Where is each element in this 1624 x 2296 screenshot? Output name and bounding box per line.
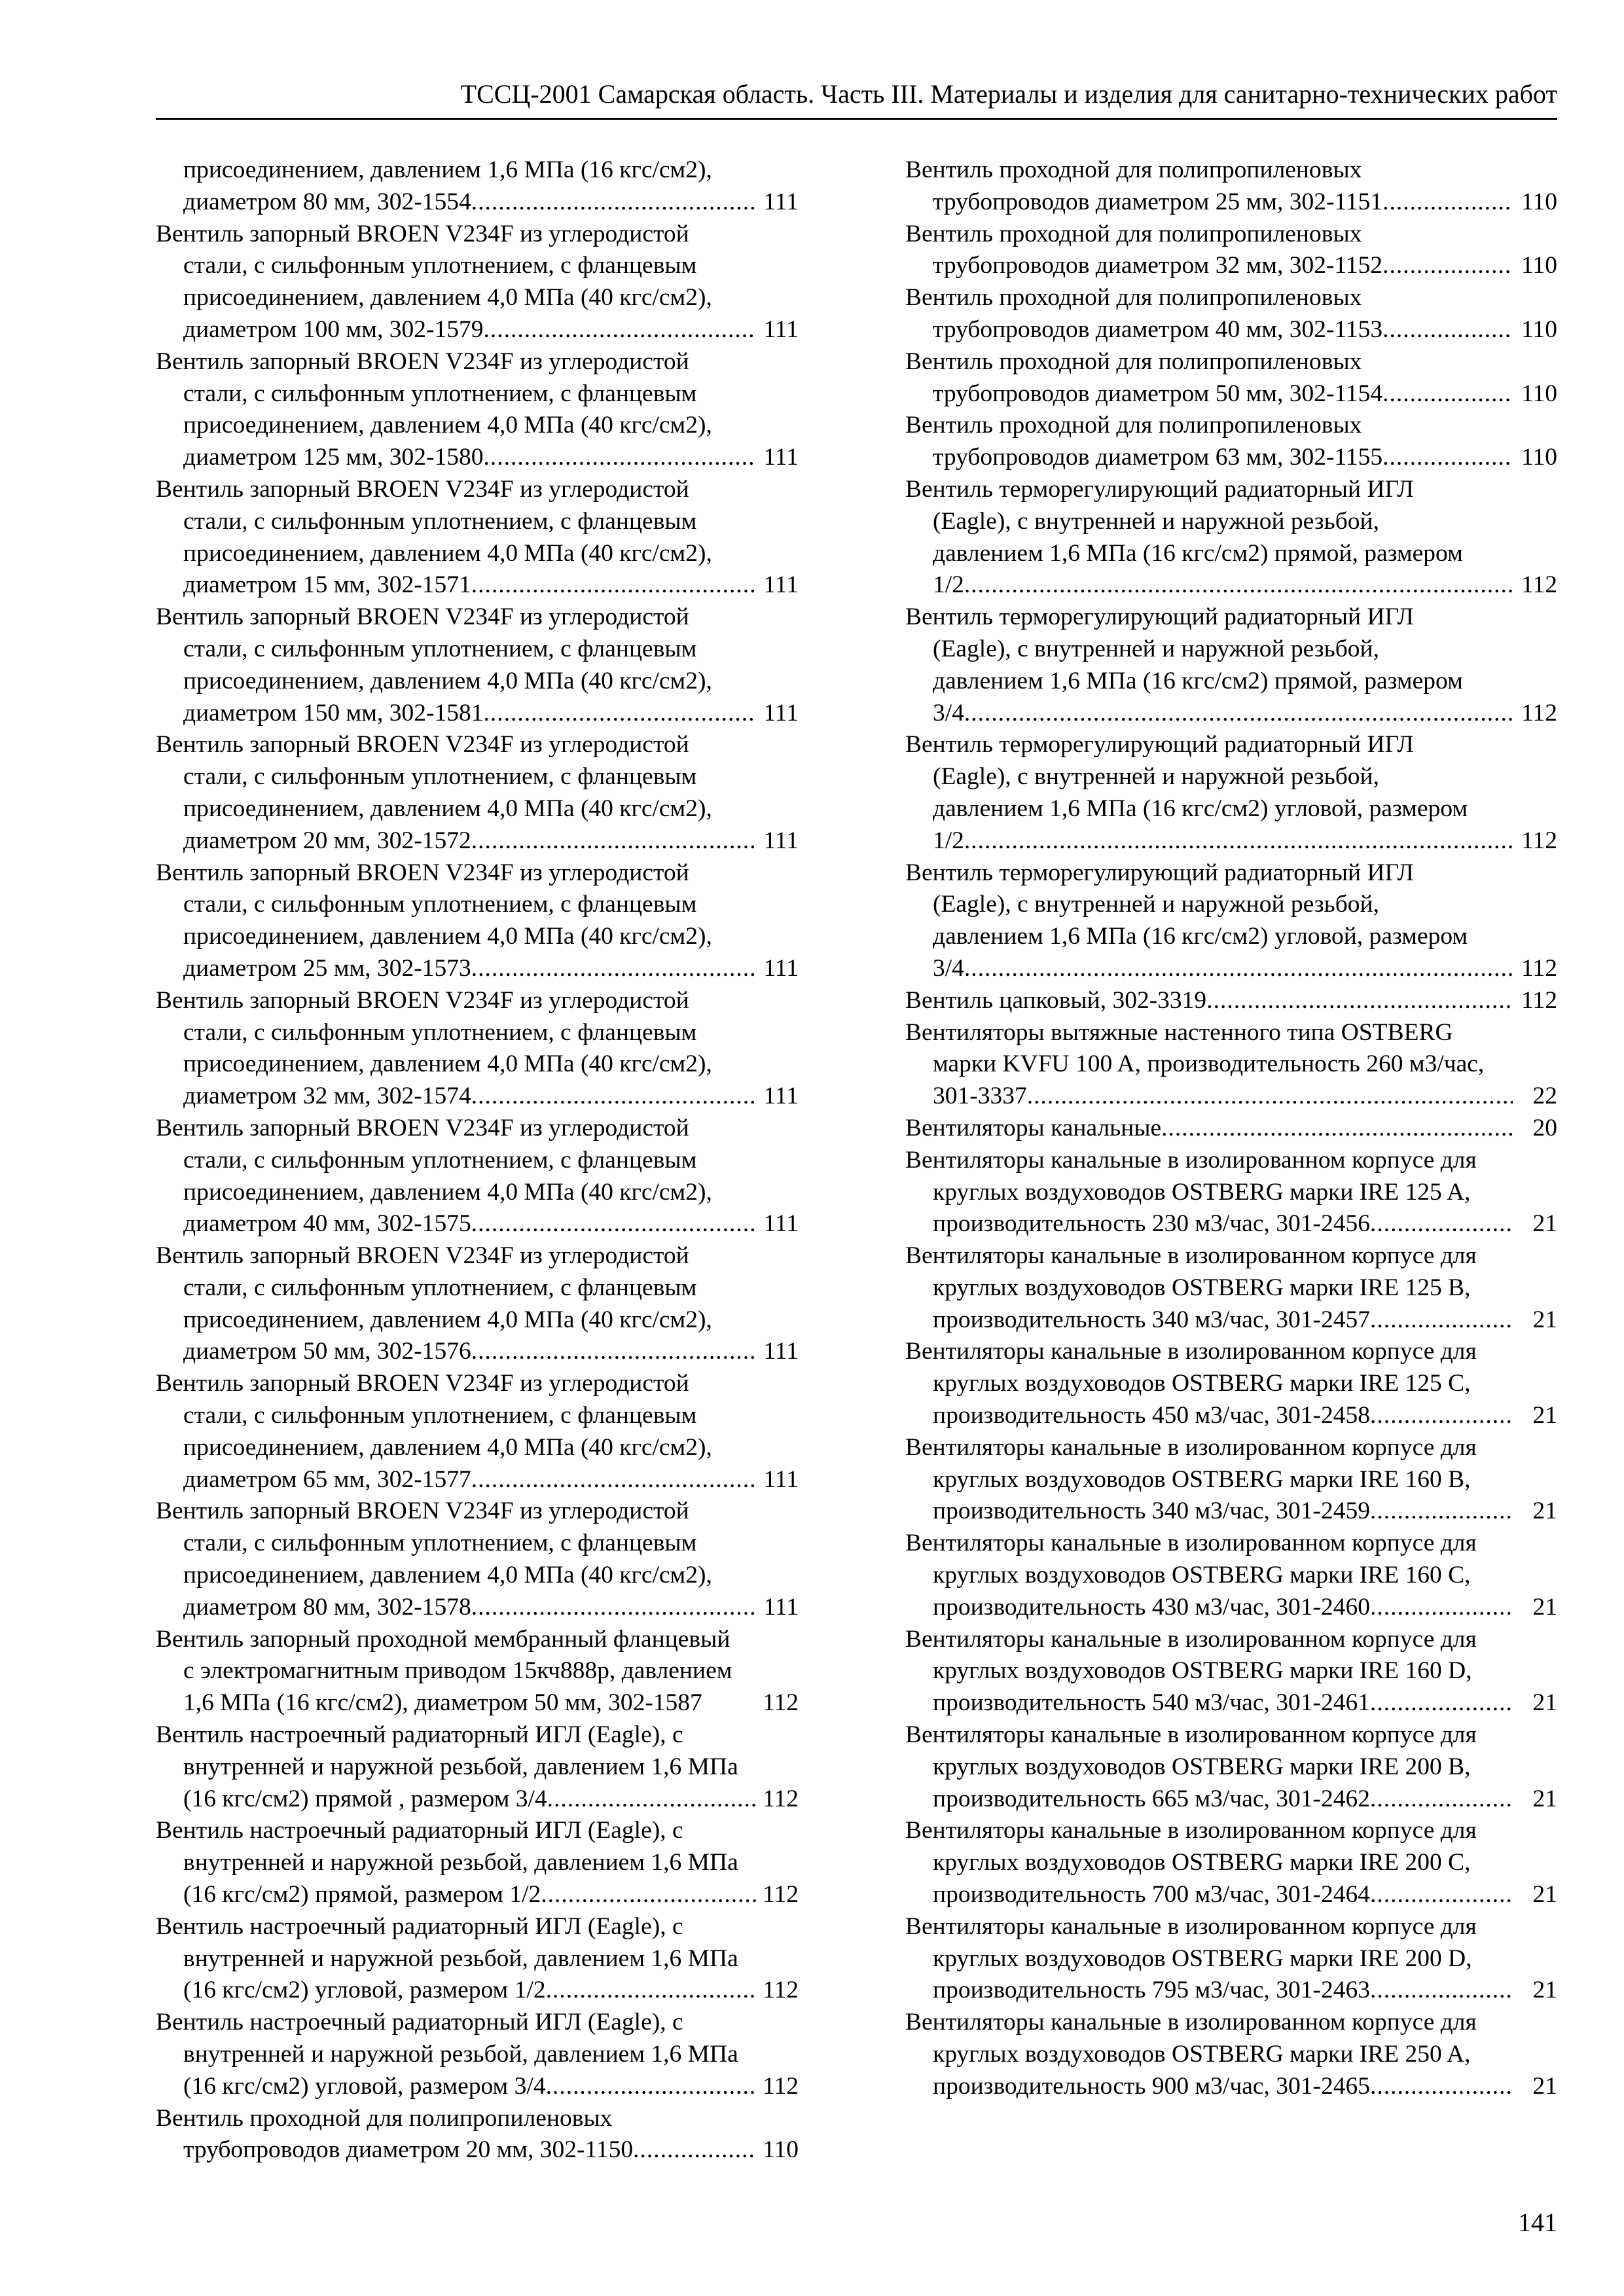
entry-text-line: Вентиляторы канальные в изолированном корпусе для (905, 1338, 1477, 1365)
index-entry (905, 1815, 1557, 1910)
entry-text-line: Вентиляторы канальные в изолированном корпусе для (905, 1530, 1477, 1557)
entry-last-line (156, 569, 799, 601)
dot-leader (964, 825, 1513, 857)
index-entry (905, 1911, 1557, 2007)
entry-text-line: диаметром 15 мм, 302-1571 (183, 571, 471, 599)
entry-text-line: (16 кгс/см2) прямой , размером 3/4 (183, 1785, 547, 1812)
entry-page-ref: 111 (763, 827, 799, 854)
index-entry (905, 1113, 1557, 1145)
entry-text-line: производительность 700 м3/час, 301-2464 (933, 1881, 1370, 1909)
page-number: 141 (1518, 2208, 1557, 2237)
index-entry (156, 1624, 799, 1719)
entry-last-line (156, 1464, 799, 1496)
entry-text-line: трубопроводов диаметром 20 мм, 302-1150 (183, 2136, 634, 2164)
entry-text-line: диаметром 80 мм, 302-1578 (183, 1593, 471, 1621)
index-entry (156, 219, 799, 346)
entry-last-line (156, 1784, 799, 1816)
entry-text-line: Вентиляторы канальные в изолированном корпусе для (905, 1242, 1477, 1270)
entry-text-line: стали, с сильфонным уплотнением, с фланцевым (183, 1018, 697, 1046)
entry-text-line: с электромагнитным приводом 15кч888р, давлением (183, 1657, 732, 1685)
entry-page-ref: 111 (763, 1083, 799, 1110)
index-entry (905, 154, 1557, 219)
entry-text-line: Вентиль запорный BROEN V234F из углеродистой (156, 475, 689, 503)
entry-text-line: производительность 430 м3/час, 301-2460 (933, 1593, 1370, 1621)
dot-leader (1370, 1592, 1513, 1624)
entry-text-line: круглых воздуховодов OSTBERG марки IRE 160 B, (933, 1465, 1471, 1493)
entry-page-ref: 110 (1521, 252, 1557, 279)
index-entry (156, 1815, 799, 1910)
index-entry (905, 1240, 1557, 1336)
entry-text-line: Вентиль терморегулирующий радиаторный ИГЛ (905, 475, 1414, 503)
entry-page-ref: 21 (1532, 1689, 1557, 1717)
entry-last-line (905, 953, 1557, 985)
entry-text-line: Вентиль цапковый, 302-3319 (905, 986, 1207, 1014)
entry-text-line: 301-3337 (933, 1083, 1027, 1110)
dot-leader (1370, 1784, 1513, 1816)
entry-last-line (905, 2071, 1557, 2103)
entry-page-ref: 111 (763, 1338, 799, 1365)
entry-text-line: 3/4 (933, 954, 964, 982)
entry-page-ref: 21 (1532, 1402, 1557, 1429)
entry-text-line: производительность 795 м3/час, 301-2463 (933, 1977, 1370, 2004)
entry-text-line: трубопроводов диаметром 25 мм, 302-1151 (933, 188, 1383, 215)
entry-last-line (905, 1113, 1557, 1145)
entry-text-line: Вентиль запорный BROEN V234F из углеродистой (156, 1242, 689, 1270)
entry-text-line: присоединением, давлением 4,0 МПа (40 кгс/см2), (183, 795, 712, 822)
entry-page-ref: 21 (1532, 1498, 1557, 1525)
entry-text-line: Вентиляторы канальные (905, 1114, 1162, 1141)
entry-text-line: Вентиль запорный BROEN V234F из углеродистой (156, 1114, 689, 1141)
entry-text-line: присоединением, давлением 4,0 МПа (40 кгс/см2), (183, 1178, 712, 1206)
dot-leader (1161, 1113, 1513, 1145)
entry-text-line: стали, с сильфонным уплотнением, с фланцевым (183, 635, 697, 662)
entry-last-line (905, 1687, 1557, 1719)
dot-leader (964, 698, 1513, 730)
entry-text-line: (16 кгс/см2) угловой, размером 1/2 (183, 1977, 546, 2004)
entry-text-line: Вентиляторы канальные в изолированном корпусе для (905, 1817, 1477, 1844)
entry-text-line: Вентиль запорный проходной мембранный фланцевый (156, 1625, 731, 1653)
index-entry (905, 219, 1557, 283)
entry-text-line: Вентиль терморегулирующий радиаторный ИГЛ (905, 603, 1414, 631)
entry-last-line (905, 698, 1557, 730)
index-entry (905, 1145, 1557, 1240)
entry-last-line (156, 953, 799, 985)
entry-last-line (156, 1879, 799, 1911)
entry-text-line: Вентиль запорный BROEN V234F из углеродистой (156, 731, 689, 759)
index-entry (156, 1719, 799, 1815)
dot-leader (1382, 442, 1513, 474)
entry-page-ref: 21 (1532, 1210, 1557, 1238)
entry-text-line: присоединением, давлением 1,6 МПа (16 кгс/см2), (183, 156, 712, 183)
entry-text-line: Вентиль запорный BROEN V234F из углеродистой (156, 859, 689, 886)
index-entry (905, 346, 1557, 410)
dot-leader (471, 1081, 757, 1113)
entry-last-line (156, 825, 799, 857)
entry-last-line (905, 442, 1557, 474)
dot-leader (483, 698, 757, 730)
entry-text-line: Вентиляторы канальные в изолированном корпусе для (905, 1433, 1477, 1461)
index-entry (905, 1432, 1557, 1528)
dot-leader (471, 187, 757, 219)
dot-leader (1382, 187, 1513, 219)
entry-text-line: Вентиль проходной для полипропиленовых (905, 284, 1362, 312)
entry-text-line: (16 кгс/см2) угловой, размером 3/4 (183, 2072, 546, 2100)
dot-leader (1027, 1081, 1513, 1113)
dot-leader (964, 569, 1513, 601)
entry-text-line: (Eagle), с внутренней и наружной резьбой, (933, 507, 1379, 535)
entry-page-ref: 110 (1521, 380, 1557, 407)
entry-text-line: диаметром 125 мм, 302-1580 (183, 444, 484, 471)
dot-leader (471, 825, 757, 857)
entry-text-line: стали, с сильфонным уплотнением, с фланцевым (183, 1146, 697, 1174)
entry-page-ref: 21 (1532, 1785, 1557, 1812)
entry-text-line: диаметром 25 мм, 302-1573 (183, 954, 471, 982)
index-column-right (905, 154, 1557, 2103)
entry-text-line: давлением 1,6 МПа (16 кгс/см2) угловой, размером (933, 795, 1468, 822)
index-entry (156, 601, 799, 729)
entry-text-line: трубопроводов диаметром 63 мм, 302-1155 (933, 444, 1383, 471)
entry-text-line: Вентиль запорный BROEN V234F из углеродистой (156, 220, 689, 247)
entry-text-line: Вентиляторы канальные в изолированном корпусе для (905, 1146, 1477, 1174)
entry-text-line: присоединением, давлением 4,0 МПа (40 кгс/см2), (183, 1562, 712, 1589)
index-entry (905, 1719, 1557, 1815)
entry-last-line (156, 698, 799, 730)
entry-last-line (905, 1496, 1557, 1528)
entry-text-line: Вентиль запорный BROEN V234F из углеродистой (156, 603, 689, 631)
entry-text-line: производительность 900 м3/час, 301-2465 (933, 2072, 1370, 2100)
entry-text-line: Вентиль настроечный радиаторный ИГЛ (Eagle), с (156, 1817, 683, 1844)
entry-last-line (905, 1081, 1557, 1113)
entry-page-ref: 111 (763, 1465, 799, 1493)
entry-text-line: трубопроводов диаметром 40 мм, 302-1153 (933, 315, 1383, 343)
entry-page-ref: 110 (763, 2136, 799, 2164)
entry-page-ref: 21 (1532, 1306, 1557, 1333)
entry-page-ref: 22 (1532, 1083, 1557, 1110)
dot-leader (1370, 1879, 1513, 1911)
entry-text-line: стали, с сильфонным уплотнением, с фланцевым (183, 763, 697, 791)
entry-text-line: (16 кгс/см2) прямой, размером 1/2 (183, 1881, 541, 1909)
entry-last-line (156, 1592, 799, 1624)
entry-text-line: (Eagle), с внутренней и наружной резьбой, (933, 635, 1379, 662)
entry-text-line: внутренней и наружной резьбой, давлением 1,6 МПа (183, 1849, 738, 1876)
entry-last-line (156, 1208, 799, 1240)
entry-page-ref: 110 (1521, 315, 1557, 343)
entry-text-line: Вентиль проходной для полипропиленовых (905, 412, 1362, 439)
dot-leader (964, 953, 1513, 985)
entry-last-line (905, 314, 1557, 346)
entry-last-line (156, 442, 799, 474)
entry-text-line: Вентиль запорный BROEN V234F из углеродистой (156, 986, 689, 1014)
dot-leader (633, 2134, 757, 2166)
entry-text-line: круглых воздуховодов OSTBERG марки IRE 250 A, (933, 2041, 1471, 2068)
entry-text-line: стали, с сильфонным уплотнением, с фланцевым (183, 891, 697, 918)
index-entry (905, 474, 1557, 601)
entry-text-line: производительность 450 м3/час, 301-2458 (933, 1402, 1370, 1429)
dot-leader (541, 1879, 757, 1911)
entry-text-line: стали, с сильфонным уплотнением, с фланцевым (183, 252, 697, 279)
entry-text-line: производительность 230 м3/час, 301-2456 (933, 1210, 1370, 1238)
dot-leader (1370, 1304, 1513, 1336)
entry-page-ref: 21 (1532, 1881, 1557, 1909)
entry-text-line: Вентиль настроечный радиаторный ИГЛ (Eagle), с (156, 2009, 683, 2036)
entry-text-line: диаметром 40 мм, 302-1575 (183, 1210, 471, 1238)
dot-leader (1370, 2071, 1513, 2103)
entry-last-line (156, 187, 799, 219)
entry-last-line (905, 985, 1557, 1017)
entry-text-line: 1/2 (933, 571, 964, 599)
entry-text-line: Вентиляторы вытяжные настенного типа OSTBERG (905, 1018, 1453, 1046)
entry-text-line: стали, с сильфонным уплотнением, с фланцевым (183, 507, 697, 535)
entry-text-line: производительность 340 м3/час, 301-2457 (933, 1306, 1370, 1333)
entry-last-line (905, 1208, 1557, 1240)
entry-text-line: присоединением, давлением 4,0 МПа (40 кгс/см2), (183, 539, 712, 567)
dot-leader (483, 314, 757, 346)
entry-text-line: диаметром 150 мм, 302-1581 (183, 699, 484, 726)
entry-last-line (905, 1400, 1557, 1432)
entry-page-ref: 21 (1532, 1977, 1557, 2004)
entry-page-ref: 112 (1521, 827, 1557, 854)
entry-text-line: производительность 540 м3/час, 301-2461 (933, 1689, 1370, 1717)
index-entry (156, 985, 799, 1113)
entry-text-line: присоединением, давлением 4,0 МПа (40 кгс/см2), (183, 284, 712, 312)
entry-text-line: 1/2 (933, 827, 964, 854)
dot-leader (471, 569, 757, 601)
dot-leader (483, 442, 757, 474)
entry-text-line: диаметром 20 мм, 302-1572 (183, 827, 471, 854)
entry-text-line: (Eagle), с внутренней и наружной резьбой, (933, 763, 1379, 791)
entry-text-line: Вентиляторы канальные в изолированном корпусе для (905, 1625, 1477, 1653)
entry-text-line: Вентиль терморегулирующий радиаторный ИГЛ (905, 859, 1414, 886)
entry-text-line: Вентиль запорный BROEN V234F из углеродистой (156, 348, 689, 375)
entry-page-ref: 21 (1532, 1593, 1557, 1621)
entry-last-line (905, 1304, 1557, 1336)
entry-text-line: Вентиль настроечный радиаторный ИГЛ (Eagle), с (156, 1912, 683, 1940)
entry-text-line: присоединением, давлением 4,0 МПа (40 кгс/см2), (183, 923, 712, 950)
entry-text-line: Вентиль проходной для полипропиленовых (905, 156, 1362, 183)
index-column-left (156, 154, 799, 2166)
dot-leader (471, 1336, 757, 1368)
entry-text-line: производительность 340 м3/час, 301-2459 (933, 1498, 1370, 1525)
entry-page-ref: 112 (763, 1689, 799, 1717)
entry-text-line: внутренней и наружной резьбой, давлением 1,6 МПа (183, 2041, 738, 2068)
entry-last-line (156, 1687, 799, 1719)
entry-last-line (156, 1336, 799, 1368)
entry-page-ref: 112 (1521, 699, 1557, 726)
entry-last-line (905, 825, 1557, 857)
entry-text-line: диаметром 50 мм, 302-1576 (183, 1338, 471, 1365)
index-entry (905, 601, 1557, 729)
entry-text-line: круглых воздуховодов OSTBERG марки IRE 125 C, (933, 1370, 1471, 1397)
entry-text-line: давлением 1,6 МПа (16 кгс/см2) прямой, размером (933, 667, 1463, 694)
entry-last-line (156, 2071, 799, 2103)
entry-page-ref: 112 (1521, 571, 1557, 599)
entry-page-ref: 112 (763, 1881, 799, 1909)
entry-text-line: диаметром 80 мм, 302-1554 (183, 188, 471, 215)
entry-text-line: круглых воздуховодов OSTBERG марки IRE 200 D, (933, 1945, 1472, 1972)
dot-leader (471, 953, 757, 985)
entry-text-line: трубопроводов диаметром 32 мм, 302-1152 (933, 252, 1383, 279)
entry-text-line: присоединением, давлением 4,0 МПа (40 кгс/см2), (183, 1433, 712, 1461)
index-entry (156, 1911, 799, 2007)
index-entry (156, 729, 799, 857)
entry-last-line (156, 2134, 799, 2166)
index-entry (156, 2007, 799, 2102)
entry-text-line: Вентиль терморегулирующий радиаторный ИГЛ (905, 731, 1414, 759)
entry-text-line: давлением 1,6 МПа (16 кгс/см2) прямой, размером (933, 539, 1463, 567)
index-entry (905, 1528, 1557, 1623)
entry-text-line: Вентиль запорный BROEN V234F из углеродистой (156, 1370, 689, 1397)
dot-leader (546, 2071, 757, 2103)
index-entry (156, 154, 799, 219)
index-entry (156, 1496, 799, 1623)
dot-leader (1370, 1975, 1513, 2007)
entry-last-line (905, 187, 1557, 219)
entry-page-ref: 112 (1521, 986, 1557, 1014)
entry-page-ref: 111 (763, 1593, 799, 1621)
entry-text-line: присоединением, давлением 4,0 МПа (40 кгс/см2), (183, 412, 712, 439)
index-entry (905, 410, 1557, 474)
index-entry (156, 474, 799, 601)
dot-leader (1370, 1400, 1513, 1432)
index-entry (156, 1240, 799, 1368)
index-entry (905, 857, 1557, 985)
entry-text-line: Вентиль проходной для полипропиленовых (156, 2104, 613, 2132)
dot-leader (1382, 378, 1513, 410)
index-entry (156, 857, 799, 985)
entry-text-line: 3/4 (933, 699, 964, 726)
entry-text-line: присоединением, давлением 4,0 МПа (40 кгс/см2), (183, 1050, 712, 1078)
entry-page-ref: 20 (1532, 1114, 1557, 1141)
entry-last-line (905, 1784, 1557, 1816)
entry-text-line: диаметром 32 мм, 302-1574 (183, 1083, 471, 1110)
entry-text-line: внутренней и наружной резьбой, давлением 1,6 МПа (183, 1945, 738, 1972)
running-header: ТССЦ-2001 Самарская область. Часть III. Материалы и изделия для санитарно-технических работ (156, 77, 1557, 120)
entry-text-line: (Eagle), с внутренней и наружной резьбой, (933, 891, 1379, 918)
dot-leader (547, 1784, 757, 1816)
dot-leader (1382, 314, 1513, 346)
entry-text-line: трубопроводов диаметром 50 мм, 302-1154 (933, 380, 1383, 407)
entry-page-ref: 112 (1521, 954, 1557, 982)
entry-text-line: Вентиль проходной для полипропиленовых (905, 220, 1362, 247)
entry-text-line: давлением 1,6 МПа (16 кгс/см2) угловой, размером (933, 923, 1468, 950)
entry-page-ref: 112 (763, 1977, 799, 2004)
entry-last-line (156, 314, 799, 346)
entry-text-line: диаметром 65 мм, 302-1577 (183, 1465, 471, 1493)
entry-last-line (905, 1879, 1557, 1911)
entry-text-line: Вентиль проходной для полипропиленовых (905, 348, 1362, 375)
entry-page-ref: 111 (763, 954, 799, 982)
index-entry (156, 1113, 799, 1240)
entry-page-ref: 21 (1532, 2072, 1557, 2100)
entry-text-line: присоединением, давлением 4,0 МПа (40 кгс/см2), (183, 667, 712, 694)
index-entry (156, 2103, 799, 2167)
entry-text-line: Вентиляторы канальные в изолированном корпусе для (905, 1721, 1477, 1749)
entry-last-line (905, 569, 1557, 601)
entry-text-line: 1,6 МПа (16 кгс/см2), диаметром 50 мм, 302-1587 (183, 1689, 702, 1717)
entry-last-line (905, 250, 1557, 282)
dot-leader (1370, 1687, 1513, 1719)
entry-text-line: круглых воздуховодов OSTBERG марки IRE 160 D, (933, 1657, 1472, 1685)
entry-page-ref: 110 (1521, 188, 1557, 215)
index-entry (156, 346, 799, 474)
entry-page-ref: 112 (763, 1785, 799, 1812)
index-entry (905, 282, 1557, 346)
entry-page-ref: 111 (763, 444, 799, 471)
entry-page-ref: 111 (763, 571, 799, 599)
entry-text-line: присоединением, давлением 4,0 МПа (40 кгс/см2), (183, 1306, 712, 1333)
entry-text-line: производительность 665 м3/час, 301-2462 (933, 1785, 1370, 1812)
index-entry (905, 729, 1557, 857)
entry-text-line: стали, с сильфонным уплотнением, с фланцевым (183, 1530, 697, 1557)
entry-page-ref: 111 (763, 315, 799, 343)
entry-page-ref: 112 (763, 2072, 799, 2100)
entry-text-line: стали, с сильфонным уплотнением, с фланцевым (183, 1402, 697, 1429)
entry-page-ref: 111 (763, 188, 799, 215)
entry-text-line: Вентиль настроечный радиаторный ИГЛ (Eagle), с (156, 1721, 683, 1749)
index-entry (156, 1368, 799, 1496)
entry-last-line (905, 378, 1557, 410)
dot-leader (1206, 985, 1513, 1017)
index-entry (905, 1624, 1557, 1719)
entry-text-line: круглых воздуховодов OSTBERG марки IRE 125 A, (933, 1178, 1471, 1206)
entry-page-ref: 111 (763, 1210, 799, 1238)
entry-last-line (156, 1081, 799, 1113)
entry-text-line: стали, с сильфонным уплотнением, с фланцевым (183, 380, 697, 407)
dot-leader (471, 1464, 757, 1496)
dot-leader (471, 1592, 757, 1624)
dot-leader (1382, 250, 1513, 282)
entry-last-line (905, 1975, 1557, 2007)
entry-page-ref: 111 (763, 699, 799, 726)
entry-text-line: диаметром 100 мм, 302-1579 (183, 315, 484, 343)
entry-text-line: стали, с сильфонным уплотнением, с фланцевым (183, 1274, 697, 1301)
entry-text-line: Вентиляторы канальные в изолированном корпусе для (905, 1912, 1477, 1940)
entry-last-line (156, 1975, 799, 2007)
index-entry (905, 1017, 1557, 1113)
entry-text-line: круглых воздуховодов OSTBERG марки IRE 160 C, (933, 1562, 1471, 1589)
entry-text-line: Вентиль запорный BROEN V234F из углеродистой (156, 1498, 689, 1525)
dot-leader (1370, 1208, 1513, 1240)
entry-page-ref: 110 (1521, 444, 1557, 471)
index-entry (905, 985, 1557, 1017)
entry-text-line: круглых воздуховодов OSTBERG марки IRE 200 B, (933, 1753, 1471, 1780)
dot-leader (546, 1975, 757, 2007)
index-entry (905, 2007, 1557, 2102)
index-entry (905, 1336, 1557, 1431)
entry-text-line: марки KVFU 100 A, производительность 260 м3/час, (933, 1050, 1485, 1078)
dot-leader (1370, 1496, 1513, 1528)
entry-text-line: Вентиляторы канальные в изолированном корпусе для (905, 2009, 1477, 2036)
entry-last-line (905, 1592, 1557, 1624)
entry-text-line: внутренней и наружной резьбой, давлением 1,6 МПа (183, 1753, 738, 1780)
entry-text-line: круглых воздуховодов OSTBERG марки IRE 125 B, (933, 1274, 1471, 1301)
dot-leader (471, 1208, 757, 1240)
entry-text-line: круглых воздуховодов OSTBERG марки IRE 200 C, (933, 1849, 1471, 1876)
